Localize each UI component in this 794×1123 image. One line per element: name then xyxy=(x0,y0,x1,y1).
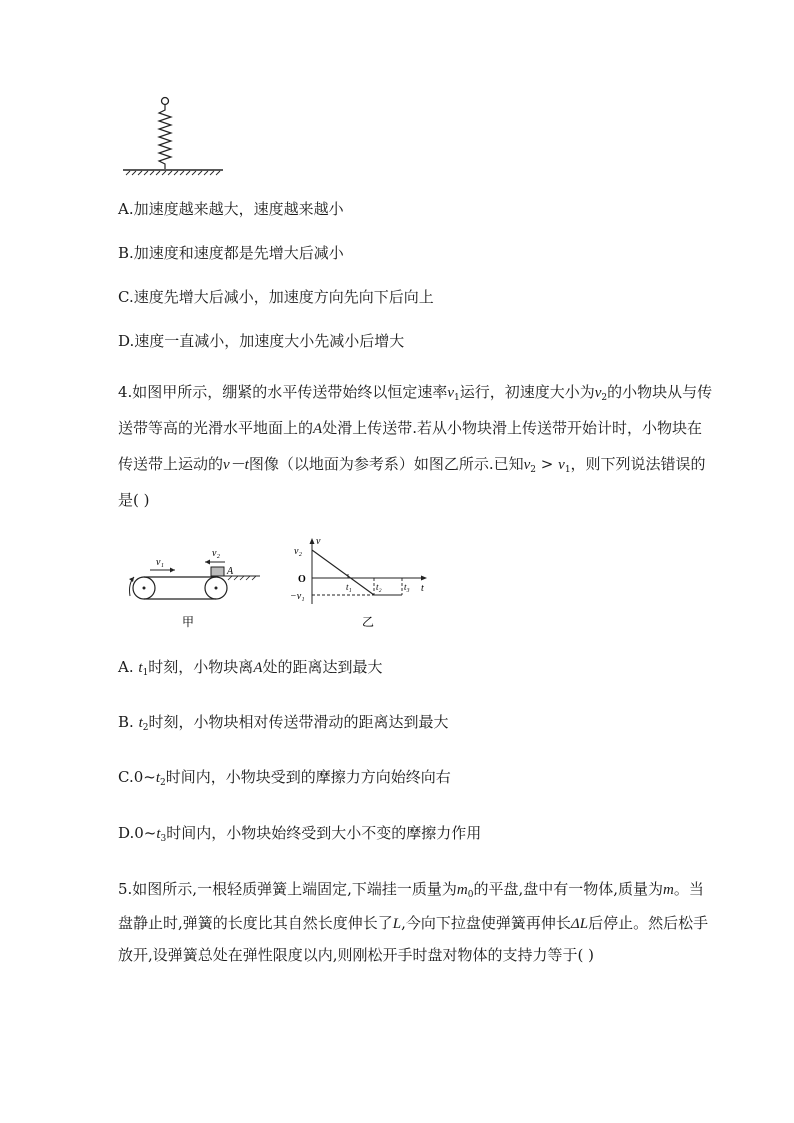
fig-jia-caption: 甲 xyxy=(182,615,195,629)
conveyor-belt-figure xyxy=(120,544,270,634)
belt-a-label: A xyxy=(227,566,234,577)
q4-option-c: $C.0\sim t_2$时间内，小物块受到的摩擦力方向始终向右 xyxy=(118,768,451,788)
t1-tick-label: t₁ xyxy=(346,582,352,592)
q4-option-a: A. $t_1$时刻，小物块离A处的距离达到最大 xyxy=(118,658,383,678)
q3-option-d: D.速度一直减小，加速度大小先减小后增大 xyxy=(118,332,405,350)
neg-v1-tick-label: −v₁ xyxy=(290,591,305,602)
t2-tick-label: t₂ xyxy=(376,582,382,592)
belt-v2-label: v₂ xyxy=(212,548,220,559)
q4-stem-line-3: 传送带上运动的v－t图像（以地面为参考系）如图乙所示.已知$v_2 > v_1$，则下列说法错误的 xyxy=(118,455,706,475)
q4-stem-line-2: 送带等高的光滑水平地面上的A处滑上传送带.若从小物块滑上传送带开始计时，小物块在 xyxy=(118,419,702,437)
q3-option-c: C.速度先增大后减小，加速度方向先向下后向上 xyxy=(118,288,434,306)
belt-v1-label: v₁ xyxy=(156,557,164,568)
v2-tick-label: v₂ xyxy=(294,546,302,557)
q4-option-b: B. $t_2$时刻，小物块相对传送带滑动的距离达到最大 xyxy=(118,713,449,733)
q4-stem-line-4: 是( ) xyxy=(118,491,150,509)
q3-option-a: A.加速度越来越大，速度越来越小 xyxy=(118,200,344,218)
t-axis-label: t xyxy=(421,583,424,594)
vt-graph xyxy=(290,534,440,634)
origin-label: O xyxy=(298,574,306,585)
ball xyxy=(162,98,169,105)
q4-option-d: $D.0\sim t_3$时间内，小物块始终受到大小不变的摩擦力作用 xyxy=(118,824,482,844)
fig-yi-caption: 乙 xyxy=(362,615,375,629)
spring-coil xyxy=(159,105,171,169)
spring-figure xyxy=(118,92,228,176)
q3-option-b: B.加速度和速度都是先增大后减小 xyxy=(118,244,344,262)
block xyxy=(211,567,224,576)
q5-stem-line-2: 盘静止时,弹簧的长度比其自然长度伸长了L,今向下拉盘使弹簧再伸长ΔL后停止。然后松手 xyxy=(118,914,709,932)
q5-stem-line-1: 5.如图所示,一根轻质弹簧上端固定,下端挂一质量为$m_0$的平盘,盘中有一物体,质量为m。当 xyxy=(118,880,704,900)
q4-stem-line-1: 4.如图甲所示，绷紧的水平传送带始终以恒定速率$v_1$运行，初速度大小为$v_2$的小物块从与传 xyxy=(118,383,713,403)
t3-tick-label: t₃ xyxy=(404,582,410,592)
q5-stem-line-3: 放开,设弹簧总处在弹性限度以内,则刚松开手时盘对物体的支持力等于( ) xyxy=(118,946,595,964)
v-axis-label: v xyxy=(316,536,321,547)
v-line-decreasing xyxy=(312,550,374,595)
